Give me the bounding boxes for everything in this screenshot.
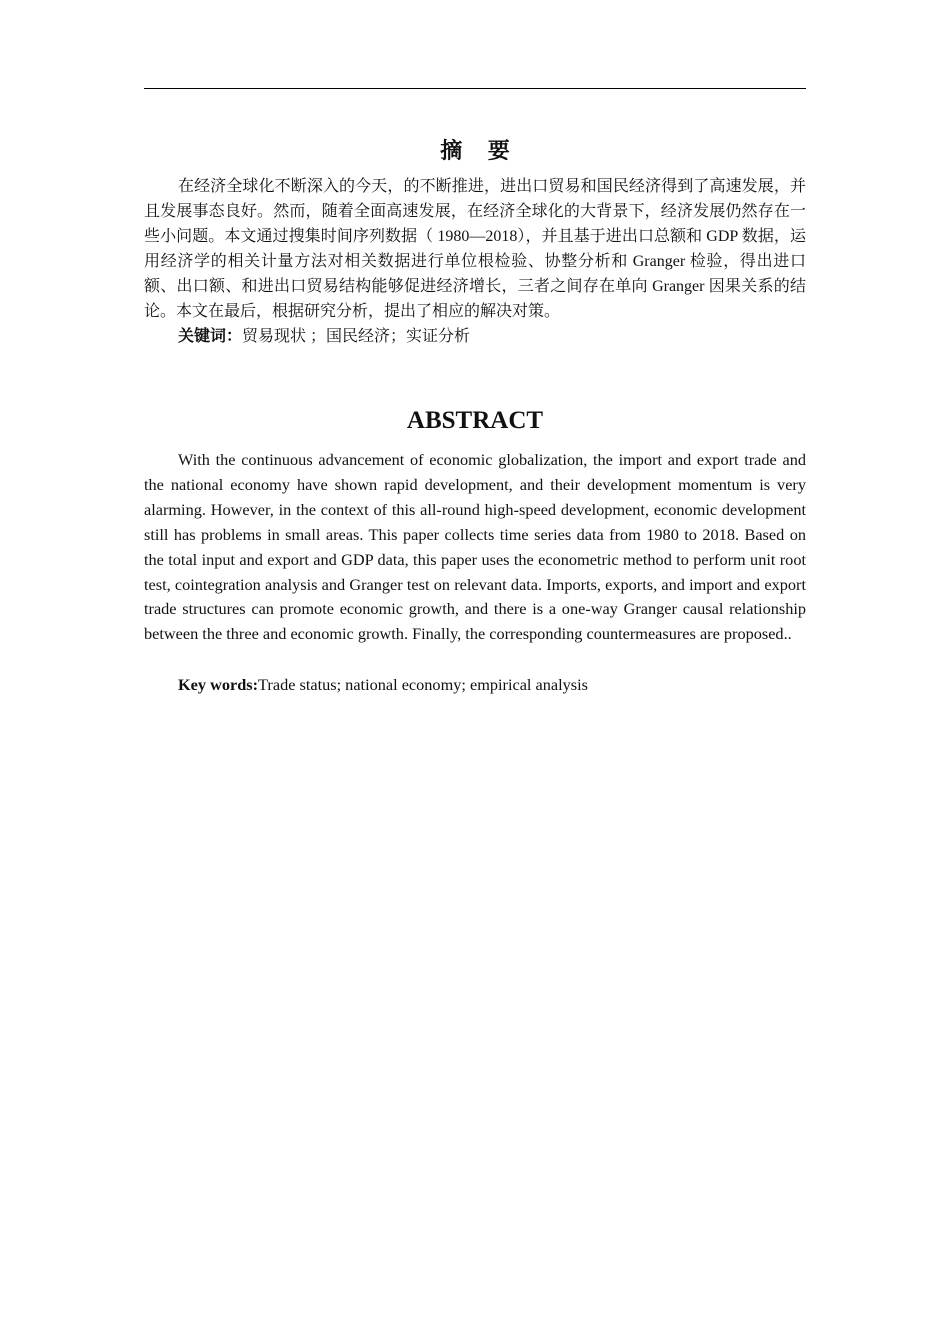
chinese-keywords-label: 关键词：	[178, 328, 243, 345]
english-keywords	[178, 672, 806, 697]
english-abstract-title: ABSTRACT	[406, 407, 544, 434]
header-rule	[144, 88, 806, 89]
english-keywords-label: Key words:	[178, 675, 259, 694]
english-keywords-value: Trade status; national economy; empirical analysis	[258, 675, 588, 694]
chinese-keywords-value: 贸易现状 ；国民经济；实证分析	[242, 328, 471, 345]
english-abstract-body: With the continuous advancement of economic globalization, the import and export trade and the national economy have shown rapid development, and their development momentum is very alarming. However, in the context of this all-round high-speed development, economic development still has problems in small areas. This paper collects time series data from 1980 to 2018. Based on the total input and export and GDP data, this paper uses the econometric method to perform unit root test, cointegration analysis and Granger test on relevant data. Imports, exports, and import and export trade structures can promote economic growth, and there is a one-way Granger causal relationship between the three and economic growth. Finally, the corresponding countermeasures are proposed..	[144, 450, 806, 644]
chinese-abstract-title: 摘 要	[440, 138, 520, 163]
chinese-keywords	[178, 324, 806, 349]
chinese-abstract-body: 在经济全球化不断深入的今天，的不断推进，进出口贸易和国民经济得到了高速发展，并且发展事态良好。然而，随着全面高速发展，在经济全球化的大背景下，经济发展仍然存在一些小问题。本文通过搜集时间序列数据（ 1980—2018），并且基于进出口总额和 GDP 数据，运用经济学的相关计量方法对相关数据进行单位根检验、协整分析和 Granger 检验，得出进口额、出口额、和进出口贸易结构能够促进经济增长，三者之间存在单向 Granger 因果关系的结论。本文在最后，根据研究分析，提出了相应的解决对策。	[144, 178, 806, 320]
